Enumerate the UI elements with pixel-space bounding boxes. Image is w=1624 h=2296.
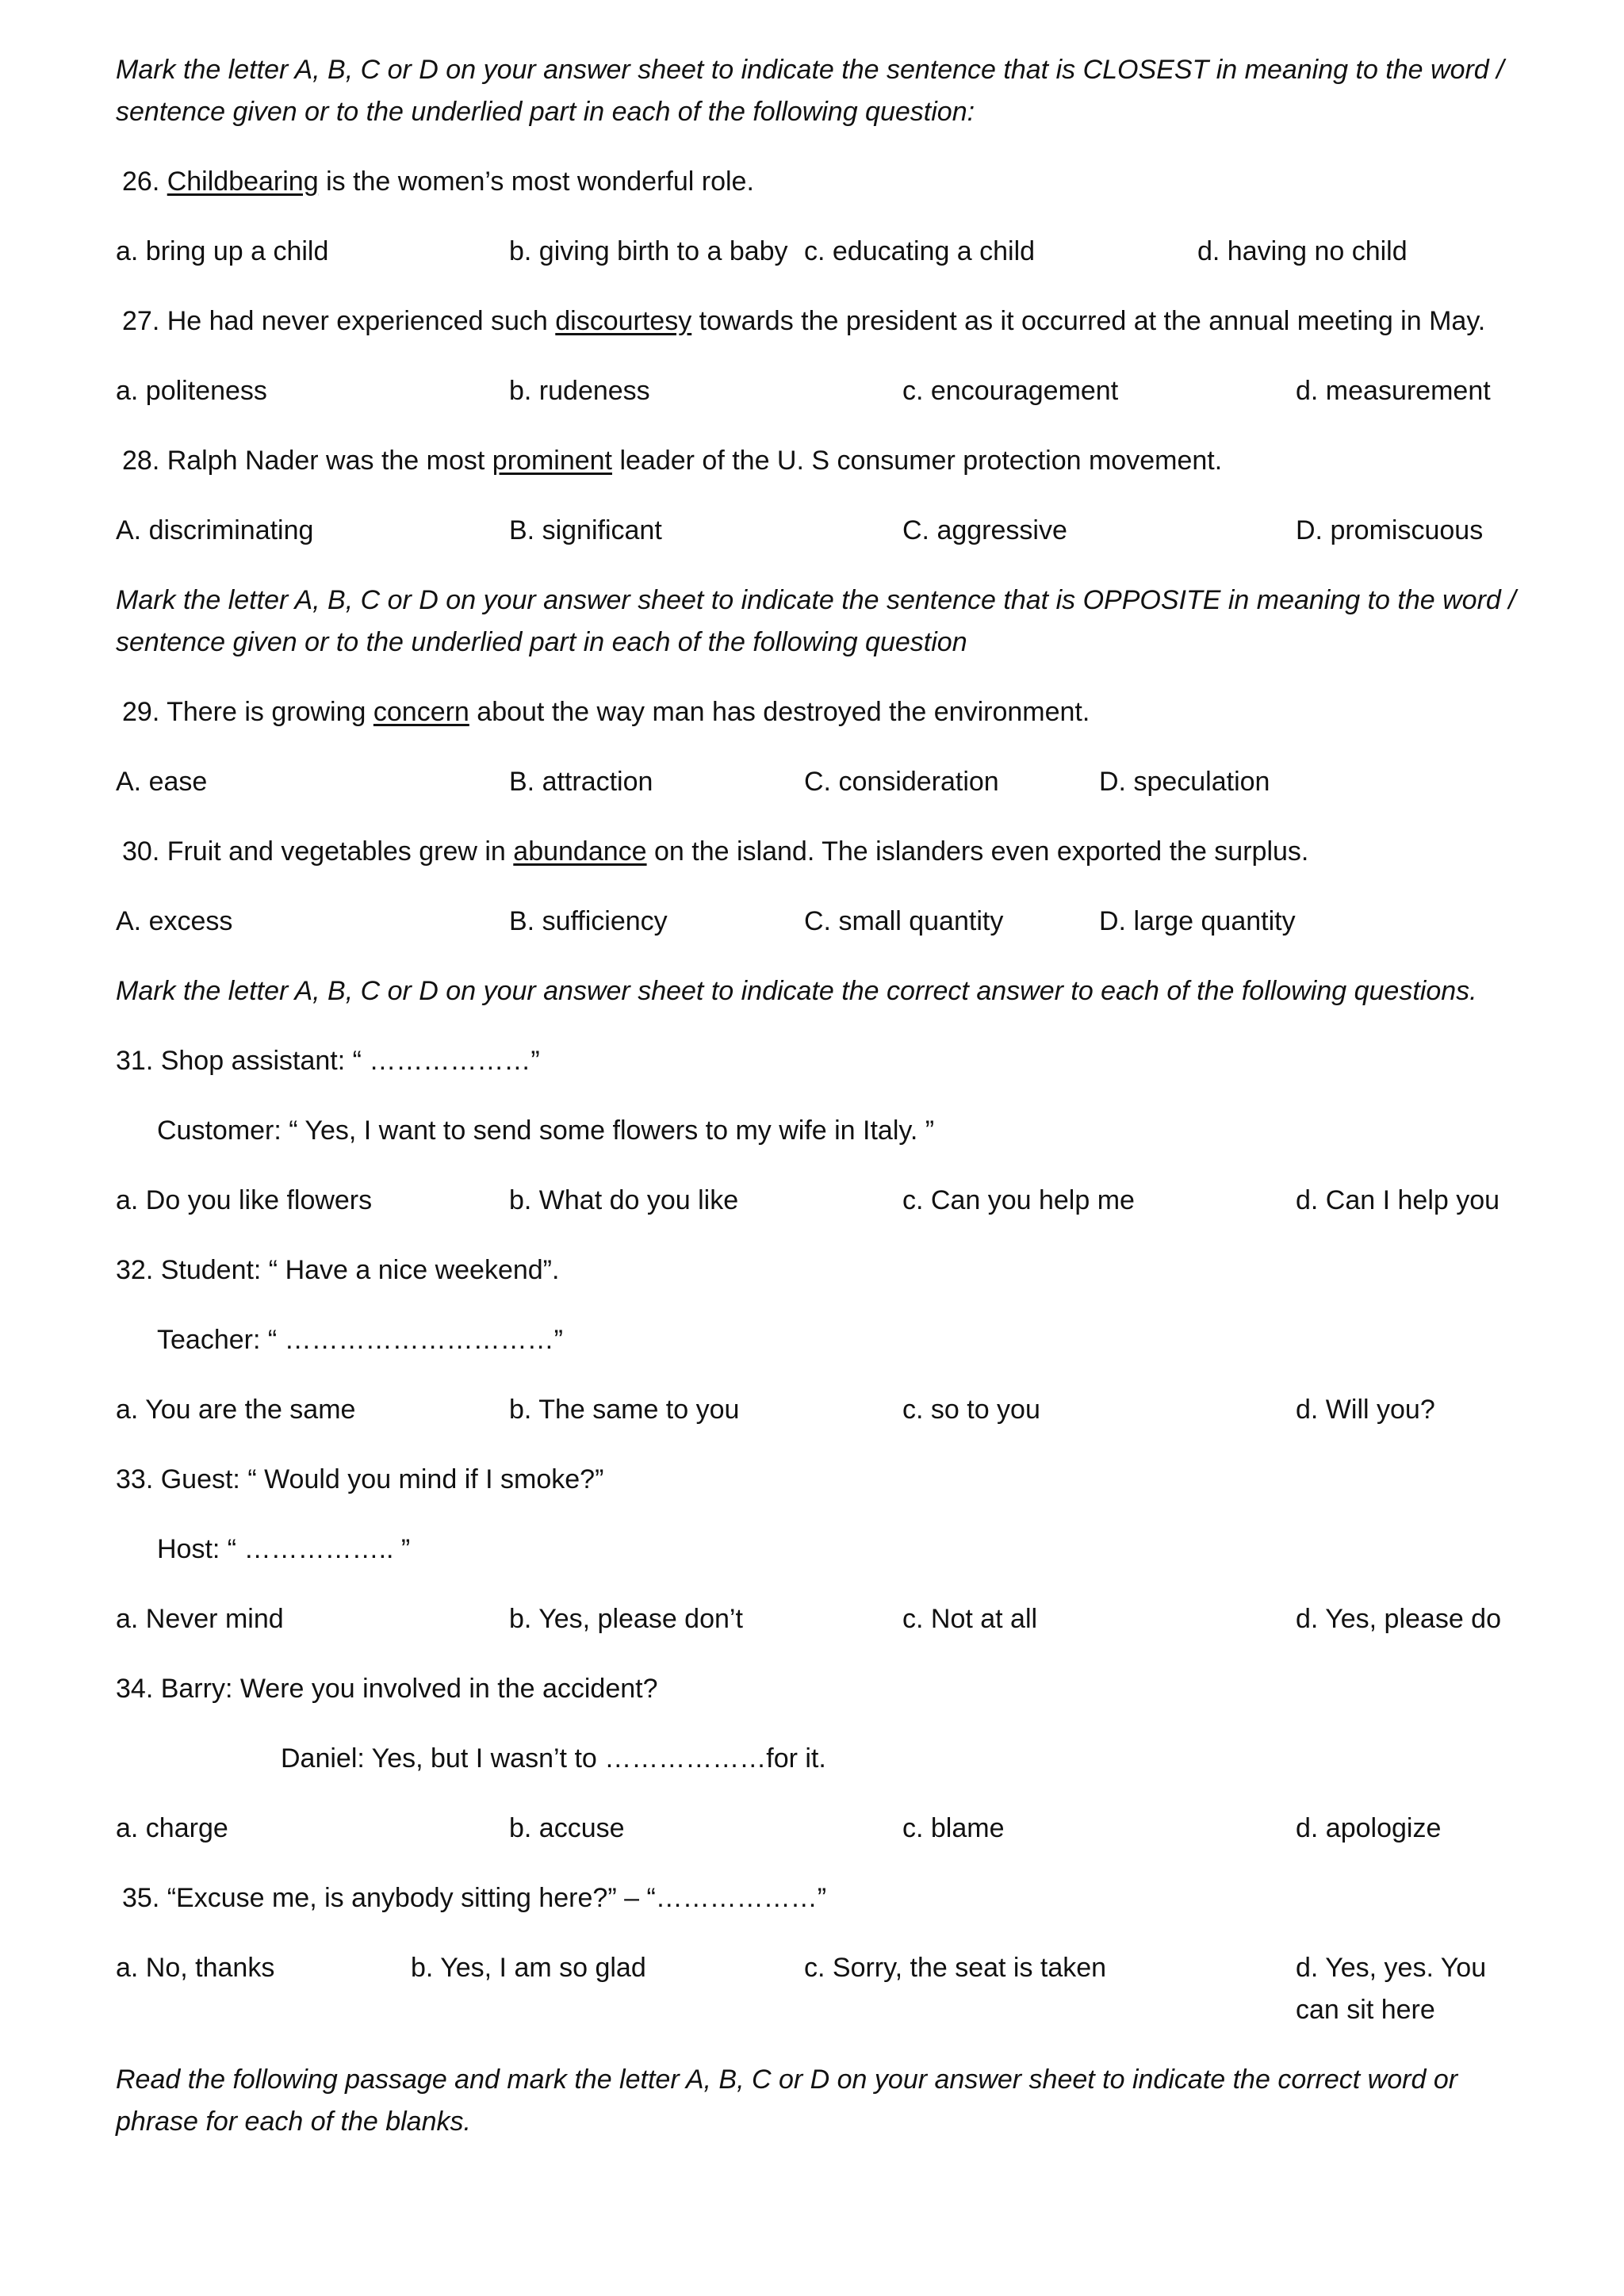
options-27 [116, 370, 1535, 412]
option-c[interactable]: c. Can you help me [902, 1185, 1135, 1215]
question-31-response: Customer: “ Yes, I want to send some flowers to my wife in Italy. ” [157, 1115, 935, 1146]
option-a[interactable]: a. No, thanks [116, 1953, 275, 1983]
option-d[interactable]: d. measurement [1296, 376, 1491, 406]
option-b[interactable]: b. accuse [509, 1813, 625, 1843]
option-d[interactable]: d. apologize [1296, 1813, 1442, 1843]
option-c[interactable]: c. Sorry, the seat is taken [804, 1953, 1107, 1983]
underlined-word: discourtesy [555, 306, 692, 336]
options-34 [116, 1808, 1535, 1850]
question-26: 26. Childbearing is the women’s most wonderful role. [122, 166, 754, 197]
underlined-word: abundance [513, 836, 647, 867]
underlined-word: Childbearing [167, 166, 319, 197]
question-33: 33. Guest: “ Would you mind if I smoke?” [116, 1464, 604, 1494]
option-b[interactable]: B. sufficiency [509, 906, 668, 936]
option-a[interactable]: a. Do you like flowers [116, 1185, 373, 1215]
option-b[interactable]: b. giving birth to a baby [509, 236, 788, 266]
option-b[interactable]: B. attraction [509, 767, 653, 797]
option-c[interactable]: C. small quantity [804, 906, 1004, 936]
option-b[interactable]: b. Yes, please don’t [509, 1604, 743, 1634]
option-d[interactable]: d. having no child [1197, 236, 1408, 266]
options-31 [116, 1180, 1535, 1222]
option-d[interactable]: D. speculation [1099, 767, 1270, 797]
option-d[interactable]: d. Yes, please do [1296, 1604, 1502, 1634]
question-29: 29. There is growing concern about the way man has destroyed the environment. [122, 697, 1090, 727]
question-35: 35. “Excuse me, is anybody sitting here?” – “………………” [122, 1883, 827, 1913]
underlined-word: concern [373, 697, 469, 727]
question-34-response: Daniel: Yes, but I wasn’t to ………………for it. [281, 1743, 826, 1774]
option-c[interactable]: C. aggressive [902, 515, 1067, 545]
option-c[interactable]: c. educating a child [804, 236, 1036, 266]
options-33 [116, 1598, 1535, 1640]
underlined-word: prominent [492, 446, 612, 476]
option-c[interactable]: c. blame [902, 1813, 1005, 1843]
option-c[interactable]: C. consideration [804, 767, 999, 797]
option-a[interactable]: A. ease [116, 767, 208, 797]
question-34: 34. Barry: Were you involved in the accident? [116, 1674, 658, 1704]
question-32: 32. Student: “ Have a nice weekend”. [116, 1255, 560, 1285]
exam-page [116, 49, 1535, 2143]
section-instruction-opposite: Mark the letter A, B, C or D on your answer sheet to indicate the sentence that is OPPOSITE in meaning to the word / sentence given or to the underlied part in each of the following question [116, 585, 1516, 657]
option-a[interactable]: a. You are the same [116, 1395, 356, 1425]
options-26 [116, 231, 1535, 273]
section-instruction-closest: Mark the letter A, B, C or D on your answer sheet to indicate the sentence that is CLOSEST in meaning to the word / sentence given or to the underlied part in each of the following question: [116, 55, 1504, 127]
option-a[interactable]: a. Never mind [116, 1604, 284, 1634]
option-d[interactable]: D. promiscuous [1296, 515, 1484, 545]
option-b[interactable]: b. What do you like [509, 1185, 739, 1215]
option-c[interactable]: c. Not at all [902, 1604, 1038, 1634]
options-28 [116, 510, 1535, 552]
option-b[interactable]: b. Yes, I am so glad [411, 1953, 646, 1983]
option-a[interactable]: a. bring up a child [116, 236, 329, 266]
question-27: 27. He had never experienced such discourtesy towards the president as it occurred at the annual meeting in May. [122, 306, 1486, 336]
option-c[interactable]: c. encouragement [902, 376, 1119, 406]
option-a[interactable]: A. excess [116, 906, 233, 936]
question-33-response: Host: “ …………….. ” [157, 1534, 411, 1564]
question-32-response: Teacher: “ …………………………” [157, 1325, 563, 1355]
option-c[interactable]: c. so to you [902, 1395, 1040, 1425]
option-d[interactable]: D. large quantity [1099, 906, 1296, 936]
option-a[interactable]: A. discriminating [116, 515, 314, 545]
question-30: 30. Fruit and vegetables grew in abundance on the island. The islanders even exported the surplus. [122, 836, 1309, 867]
option-b[interactable]: B. significant [509, 515, 662, 545]
section-instruction-passage: Read the following passage and mark the letter A, B, C or D on your answer sheet to indicate the correct word or phrase for each of the blanks. [116, 2064, 1458, 2137]
options-35 [116, 1947, 1535, 2031]
question-28: 28. Ralph Nader was the most prominent leader of the U. S consumer protection movement. [122, 446, 1223, 476]
option-a[interactable]: a. charge [116, 1813, 228, 1843]
option-b[interactable]: b. The same to you [509, 1395, 740, 1425]
option-b[interactable]: b. rudeness [509, 376, 650, 406]
options-29 [116, 761, 1535, 803]
options-30 [116, 901, 1535, 943]
options-32 [116, 1389, 1535, 1431]
question-31: 31. Shop assistant: “ ………………” [116, 1046, 540, 1076]
option-a[interactable]: a. politeness [116, 376, 267, 406]
option-d[interactable]: d. Yes, yes. You can sit here [1296, 1953, 1487, 2025]
option-d[interactable]: d. Can I help you [1296, 1185, 1500, 1215]
option-d[interactable]: d. Will you? [1296, 1395, 1435, 1425]
section-instruction-correct-answer: Mark the letter A, B, C or D on your answer sheet to indicate the correct answer to each of the following questions. [116, 976, 1477, 1006]
